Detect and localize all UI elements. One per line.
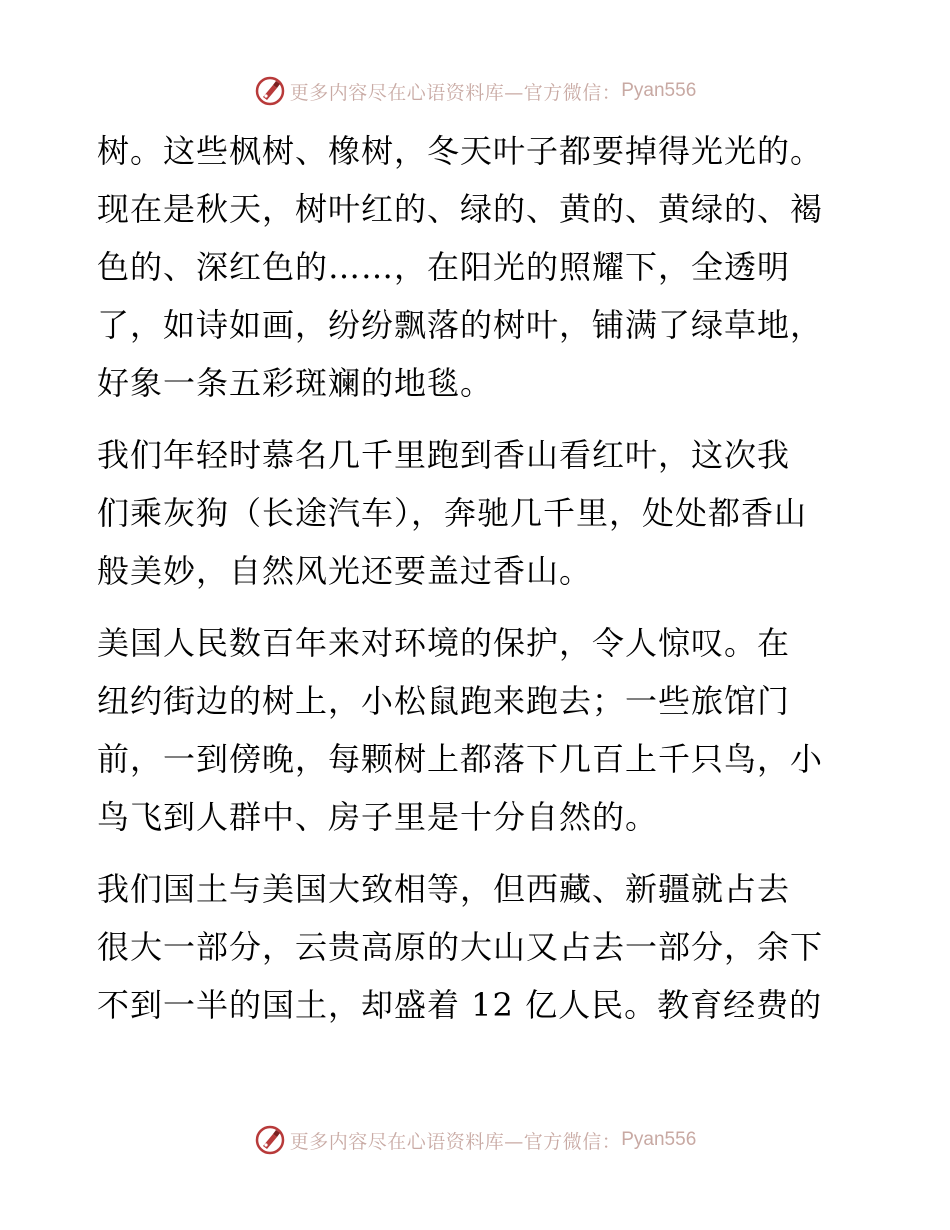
pen-nib-logo-icon — [254, 75, 286, 107]
text-line: 现在是秋天，树叶红的、绿的、黄的、黄绿的、褐 — [97, 190, 824, 228]
text-line: 树。这些枫树、橡树，冬天叶子都要掉得光光的。 — [97, 132, 824, 170]
pen-nib-logo-icon — [254, 1124, 286, 1156]
text-line: 般美妙，自然风光还要盖过香山。 — [97, 552, 593, 590]
watermark-handle: Pyan556 — [621, 80, 697, 101]
text-line: 我们年轻时慕名几千里跑到香山看红叶，这次我 — [97, 436, 791, 474]
paragraph — [97, 122, 857, 412]
watermark-text: 更多内容尽在心语资料库—官方微信： — [289, 81, 622, 104]
text-line: 了，如诗如画，纷纷飘落的树叶，铺满了绿草地， — [97, 306, 824, 344]
text-line: 前，一到傍晚，每颗树上都落下几百上千只鸟，小 — [97, 740, 824, 778]
text-line: 好象一条五彩斑斓的地毯。 — [97, 364, 494, 402]
header-watermark — [0, 71, 950, 111]
text-line: 美国人民数百年来对环境的保护，令人惊叹。在 — [97, 624, 791, 662]
text-line: 不到一半的国土，却盛着 12 亿人民。教育经费的 — [97, 986, 823, 1024]
text-line: 我们国土与美国大致相等，但西藏、新疆就占去 — [97, 870, 791, 908]
paragraph — [97, 614, 857, 846]
document-body — [97, 122, 857, 1034]
footer-watermark — [0, 1120, 950, 1160]
paragraph — [97, 426, 857, 600]
text-line: 很大一部分，云贵高原的大山又占去一部分，余下 — [97, 928, 824, 966]
text-line: 鸟飞到人群中、房子里是十分自然的。 — [97, 798, 659, 836]
text-line: 们乘灰狗（长途汽车），奔驰几千里，处处都香山 — [97, 494, 808, 532]
text-line: 色的、深红色的……，在阳光的照耀下，全透明 — [97, 248, 791, 286]
watermark-handle: Pyan556 — [621, 1129, 697, 1150]
watermark-text: 更多内容尽在心语资料库—官方微信： — [289, 1130, 622, 1153]
paragraph — [97, 860, 857, 1034]
text-line: 纽约街边的树上，小松鼠跑来跑去；一些旅馆门 — [97, 682, 791, 720]
